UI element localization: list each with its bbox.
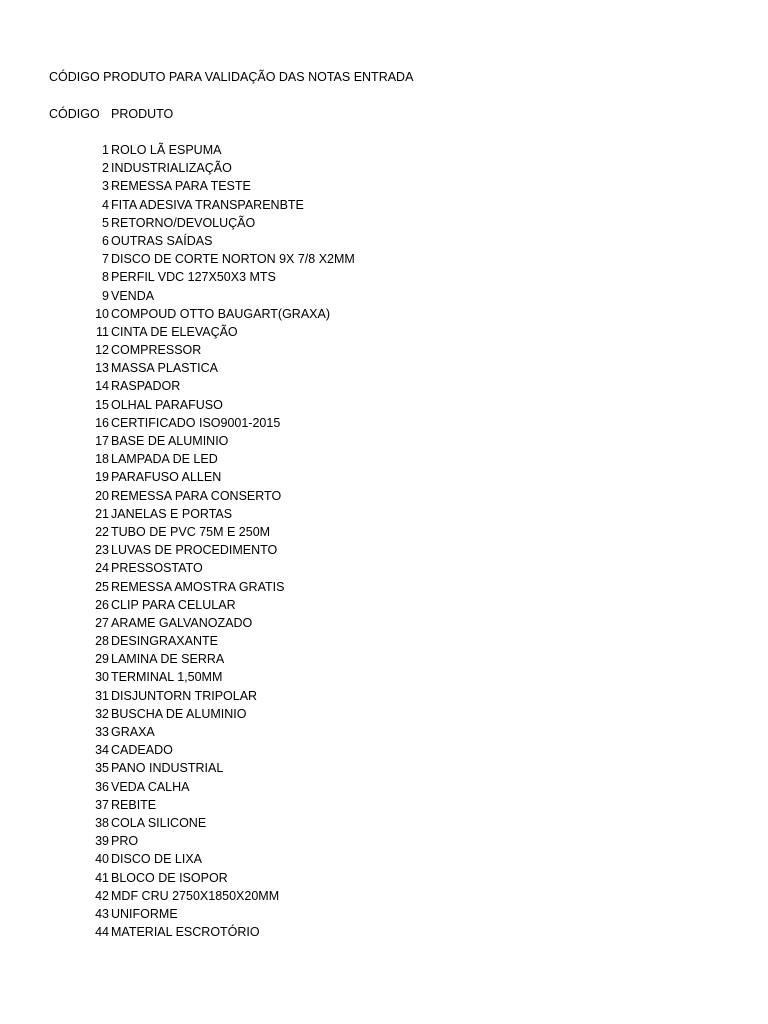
product-code: 33: [95, 725, 109, 739]
table-row: [0, 597, 768, 615]
table-row: [0, 397, 768, 415]
table-row: [0, 742, 768, 760]
product-code: 22: [95, 524, 109, 539]
product-name: REMESSA AMOSTRA GRATIS: [111, 579, 285, 594]
product-code: 44: [95, 925, 109, 940]
product-name: LAMINA DE SERRA: [111, 652, 225, 667]
product-name: TERMINAL 1,50MM: [111, 670, 223, 685]
product-name: LAMPADA DE LED: [111, 452, 218, 467]
table-row: [0, 415, 768, 433]
product-code: 38: [95, 815, 109, 830]
product-name: REMESSA PARA TESTE: [111, 179, 251, 194]
product-code: 41: [95, 870, 109, 885]
table-row: [0, 615, 768, 633]
product-code: 43: [95, 906, 109, 921]
table-row: [0, 688, 768, 706]
product-name: TUBO DE PVC 75M E 250M: [111, 524, 271, 539]
table-row: [0, 178, 768, 196]
product-code: 6: [102, 233, 109, 248]
table-row: [0, 251, 768, 269]
table-row: [0, 779, 768, 797]
table-row: [0, 633, 768, 651]
product-code: 40: [95, 852, 109, 867]
product-code: 1: [102, 143, 109, 157]
product-code: 27: [95, 615, 109, 630]
table-row: [0, 269, 768, 287]
product-name: REMESSA PARA CONSERTO: [111, 488, 282, 503]
table-row: [0, 324, 768, 342]
column-header-code: CÓDIGO: [49, 107, 100, 121]
product-name: CINTA DE ELEVAÇÃO: [111, 324, 238, 339]
product-code: 5: [102, 215, 109, 230]
product-name: OUTRAS SAÍDAS: [111, 233, 213, 248]
product-name: COLA SILICONE: [111, 815, 207, 830]
table-row: [0, 833, 768, 851]
table-row: [0, 233, 768, 251]
column-header-product: PRODUTO: [111, 107, 174, 121]
table-row: [0, 197, 768, 215]
product-name: JANELAS E PORTAS: [111, 506, 233, 521]
table-row: [0, 579, 768, 597]
product-code: 42: [95, 888, 109, 903]
product-name: COMPRESSOR: [111, 343, 202, 358]
table-row: [0, 378, 768, 396]
product-code: 31: [95, 688, 109, 703]
product-name: MDF CRU 2750X1850X20MM: [111, 888, 280, 903]
product-name: BUSCHA DE ALUMINIO: [111, 706, 247, 721]
table-row: [0, 815, 768, 833]
product-code: 16: [95, 415, 109, 430]
product-name: LUVAS DE PROCEDIMENTO: [111, 543, 278, 558]
table-row: [0, 160, 768, 178]
product-name: MASSA PLASTICA: [111, 361, 218, 376]
product-code: 36: [95, 779, 109, 794]
product-name: INDUSTRIALIZAÇÃO: [111, 161, 232, 176]
product-code: 7: [102, 252, 109, 267]
product-name: FITA ADESIVA TRANSPARENBTE: [111, 197, 304, 212]
product-name: RASPADOR: [111, 379, 181, 394]
product-name: VENDA: [111, 288, 155, 303]
product-code: 14: [95, 379, 109, 394]
product-code: 10: [95, 306, 109, 321]
product-code: 39: [95, 834, 109, 849]
product-name: CLIP PARA CELULAR: [111, 597, 236, 612]
product-name: PERFIL VDC 127X50X3 MTS: [111, 270, 276, 285]
product-code: 25: [95, 579, 109, 594]
table-header: [49, 106, 449, 122]
product-name: CERTIFICADO ISO9001-2015: [111, 415, 281, 430]
product-name: REBITE: [111, 797, 157, 812]
table-row: [0, 506, 768, 524]
table-row: [0, 669, 768, 687]
table-row: [0, 288, 768, 306]
product-code: 12: [95, 343, 109, 358]
product-code: 13: [95, 361, 109, 376]
table-row: [0, 488, 768, 506]
product-code: 37: [95, 797, 109, 812]
product-name: OLHAL PARAFUSO: [111, 397, 223, 412]
table-row: [0, 360, 768, 378]
product-code: 29: [95, 652, 109, 667]
table-row: [0, 651, 768, 669]
product-name: DISCO DE CORTE NORTON 9X 7/8 X2MM: [111, 252, 355, 267]
product-code: 24: [95, 561, 109, 576]
product-code: 23: [95, 543, 109, 558]
product-name: PRO: [111, 834, 139, 849]
product-name: PRESSOSTATO: [111, 561, 203, 576]
table-row: [0, 306, 768, 324]
product-code: 17: [95, 434, 109, 448]
product-code: 8: [102, 270, 109, 285]
table-row: [0, 760, 768, 778]
product-name: ROLO LÃ ESPUMA: [111, 143, 222, 157]
table-row: [0, 724, 768, 742]
product-code: 19: [95, 470, 109, 485]
product-name: UNIFORME: [111, 906, 178, 921]
table-row: [0, 451, 768, 469]
table-row: [0, 215, 768, 233]
product-list: [0, 142, 768, 942]
table-row: [0, 797, 768, 815]
product-name: DESINGRAXANTE: [111, 634, 218, 649]
table-row: [0, 342, 768, 360]
product-code: 18: [95, 452, 109, 467]
table-row: [0, 706, 768, 724]
document-title: CÓDIGO PRODUTO PARA VALIDAÇÃO DAS NOTAS ENTRADA: [49, 70, 414, 84]
product-code: 32: [95, 706, 109, 721]
product-code: 34: [95, 743, 109, 758]
product-code: 28: [95, 634, 109, 649]
table-row: [0, 851, 768, 869]
product-name: DISJUNTORN TRIPOLAR: [111, 688, 258, 703]
product-code: 26: [95, 597, 109, 612]
product-code: 35: [95, 761, 109, 776]
table-row: [0, 469, 768, 487]
table-row: [0, 870, 768, 888]
product-code: 2: [102, 161, 109, 176]
product-name: MATERIAL ESCROTÓRIO: [111, 925, 260, 940]
product-code: 30: [95, 670, 109, 685]
product-name: DISCO DE LIXA: [111, 852, 202, 867]
table-row: [0, 433, 768, 451]
product-name: VEDA CALHA: [111, 779, 190, 794]
product-code: 4: [102, 197, 109, 212]
table-row: [0, 142, 768, 160]
table-row: [0, 524, 768, 542]
table-row: [0, 560, 768, 578]
product-name: BASE DE ALUMINIO: [111, 434, 229, 448]
product-name: PARAFUSO ALLEN: [111, 470, 222, 485]
product-code: 15: [95, 397, 109, 412]
product-code: 11: [96, 324, 109, 339]
table-row: [0, 924, 768, 942]
product-name: PANO INDUSTRIAL: [111, 761, 224, 776]
product-code: 21: [95, 506, 109, 521]
table-row: [0, 888, 768, 906]
product-name: ARAME GALVANOZADO: [111, 615, 253, 630]
table-row: [0, 542, 768, 560]
table-row: [0, 906, 768, 924]
product-name: RETORNO/DEVOLUÇÃO: [111, 215, 256, 230]
product-name: GRAXA: [111, 725, 155, 739]
product-name: CADEADO: [111, 743, 173, 758]
product-code: 3: [102, 179, 109, 194]
product-name: BLOCO DE ISOPOR: [111, 870, 228, 885]
product-code: 9: [102, 288, 109, 303]
product-name: COMPOUD OTTO BAUGART(GRAXA): [111, 306, 331, 321]
product-code: 20: [95, 488, 109, 503]
